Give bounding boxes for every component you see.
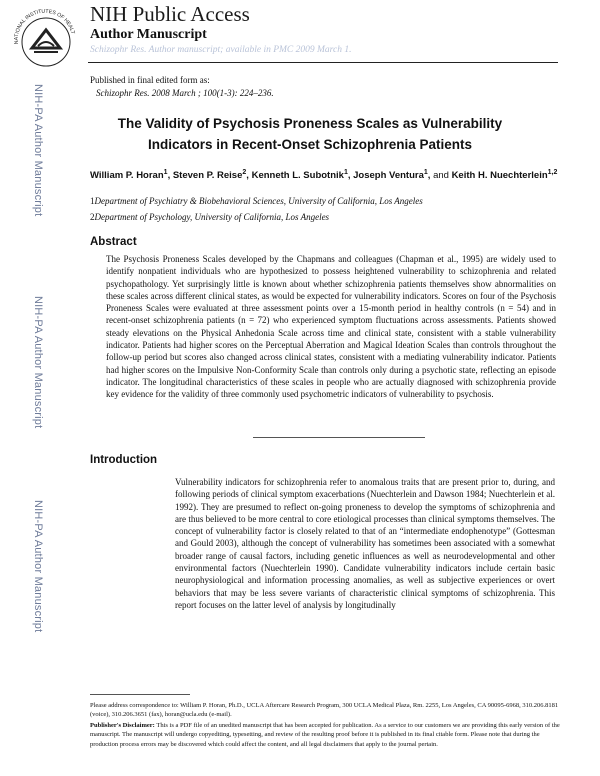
author-affil: 1	[343, 169, 348, 176]
introduction-body: Vulnerability indicators for schizophrenia refer to anomalous traits that are present prior to, during, and following periods of clinical symptom exacerbations (Nuechterlein and Dawson 1984; Nuechterlein et al. 1992). They are presumed to reflect on-going proneness to develop the symptoms of schizophrenia and are thus believed to be more central to core etiological processes than clinical symptoms themselves. The concept of vulnerability factor is closely related to that of an “intermediate endophenotype” (Gottesman and Gould 2003), although the concept of vulnerability has sometimes been associated with a somewhat broader range of causal factors, including genetic influences as well as neurodevelopmental and other environmental factors (Nuechterlein 1990). Candidate vulnerability indicators include certain basic neurophysiological and information processing anomalies, as well as subjective experiences or overt behaviors that may be less severe variants of characteristic clinical symptoms of schizophrenia. This report focuses on the latter level of analysis by longitudinally	[175, 477, 555, 610]
citation: Schizophr Res. 2008 March ; 100(1-3): 224–236.	[96, 88, 274, 98]
author-name: Steven P. Reise	[172, 170, 243, 182]
disclaimer-text: This is a PDF file of an unedited manuscript that has been accepted for publication. As a service to our customers we are providing this early version of the manuscript. The manuscript will undergo copyediting, typesetting, and review of the resulting proof before it is published in its final citable form. Please note that during the production process errors may be discovered which could affect the content, and all legal disclaimers that apply to the journal pertain.	[90, 722, 560, 748]
author-name: Joseph Ventura	[353, 170, 424, 182]
abstract-heading: Abstract	[90, 236, 137, 248]
nih-public-access-title: NIH Public Access	[90, 2, 250, 26]
title-line-2: Indicators in Recent-Onset Schizophrenia Patients	[147, 137, 473, 152]
nih-logo	[8, 6, 86, 68]
side-label-bottom: NIH-PA Author Manuscript	[32, 500, 44, 633]
abstract-body: The Psychosis Proneness Scales developed by the Chapmans and colleagues (Chapman et al., 1995) are widely used to identify nonpatient individuals who are hypothesized to possess heightened vulnerability to schizophrenia and related psychopathology. Yet surprisingly little is known about whether schizophrenia patients themselves show abnormalities on these scales across different clinical states, as would be expected for vulnerability indicators. Scores on four of the Psychosis Proneness Scales were evaluated at three assessment points over a 15-month period in healthy controls (n = 54) and in recent-onset schizophrenia patients (n = 72) who experienced symptom fluctuations across assessments. Patients showed steady elevations on the Physical Anhedonia Scale across time and clinical state, consistent with a stable vulnerability indicator. Patients had higher scores on the Perceptual Aberration and Magical Ideation Scales than controls throughout the follow-up period but scores also changed across clinical states, consistent with a mediating vulnerability indicator. Patients had higher scores on the Impulsive Non-Conformity Scale than controls only during a psychotic state, reflecting an episode indicator. The longitudinal characteristics of these scales in people who are actually diagnosed with schizophrenia provide key evidence for the validity of three commonly used psychometric indicators of vulnerability to psychosis.	[106, 254, 556, 400]
author-name: Kenneth L. Subotnik	[251, 170, 344, 182]
affiliation-num: 1	[90, 196, 95, 206]
affiliation-text: Department of Psychiatry & Biobehavioral Sciences, University of California, Los Angeles	[94, 196, 423, 206]
disclaimer-label: Publisher's Disclaimer:	[90, 722, 155, 729]
author-affil: 1	[423, 169, 428, 176]
author-affil: 1	[163, 169, 168, 176]
affiliation-2	[90, 212, 329, 222]
logo-text: NATIONAL INSTITUTES OF HEALT	[13, 8, 76, 45]
publisher-disclaimer	[90, 721, 560, 749]
paper-title	[90, 113, 530, 155]
author-name: Keith H. Nuechterlein	[451, 170, 548, 182]
side-label-middle: NIH-PA Author Manuscript	[32, 296, 44, 429]
affiliation-num: 2	[90, 212, 95, 222]
introduction-heading: Introduction	[90, 454, 158, 466]
author-name: William P. Horan	[90, 170, 164, 182]
abstract-divider	[253, 437, 425, 438]
author-affil: 1,2	[547, 169, 558, 176]
author-and: and	[433, 170, 449, 182]
affiliation-1	[90, 196, 423, 206]
author-list: William P. Horan$^1$, Steven P. Reise$^2$, Kenneth L. Subotnik$^1$, Joseph Ventura$^1$, and Keith H. Nuechterlein$^{1,2}$	[90, 169, 558, 182]
title-line-1: The Validity of Psychosis Proneness Scales as Vulnerability	[117, 116, 503, 131]
journal-availability-line: Schizophr Res. Author manuscript; available in PMC 2009 March 1.	[90, 45, 352, 55]
published-label: Published in final edited form as:	[90, 75, 210, 85]
footnote-divider	[90, 694, 190, 695]
author-manuscript-label: Author Manuscript	[90, 27, 207, 42]
affiliation-text: Department of Psychology, University of California, Los Angeles	[94, 212, 330, 222]
header-divider	[88, 62, 558, 63]
author-affil: 2	[242, 169, 247, 176]
hhs-eagle-icon	[8, 6, 86, 68]
side-label-top: NIH-PA Author Manuscript	[32, 84, 44, 217]
correspondence-note: Please address correspondence to: William P. Horan, Ph.D., UCLA Aftercare Research Program, 300 UCLA Medical Plaza, Rm. 2255, Los Angeles, CA 90095-6968, 310.206.8181 (voice), 310.206.3651 (fax), horan@ucla.edu (e-mail).	[90, 702, 559, 719]
